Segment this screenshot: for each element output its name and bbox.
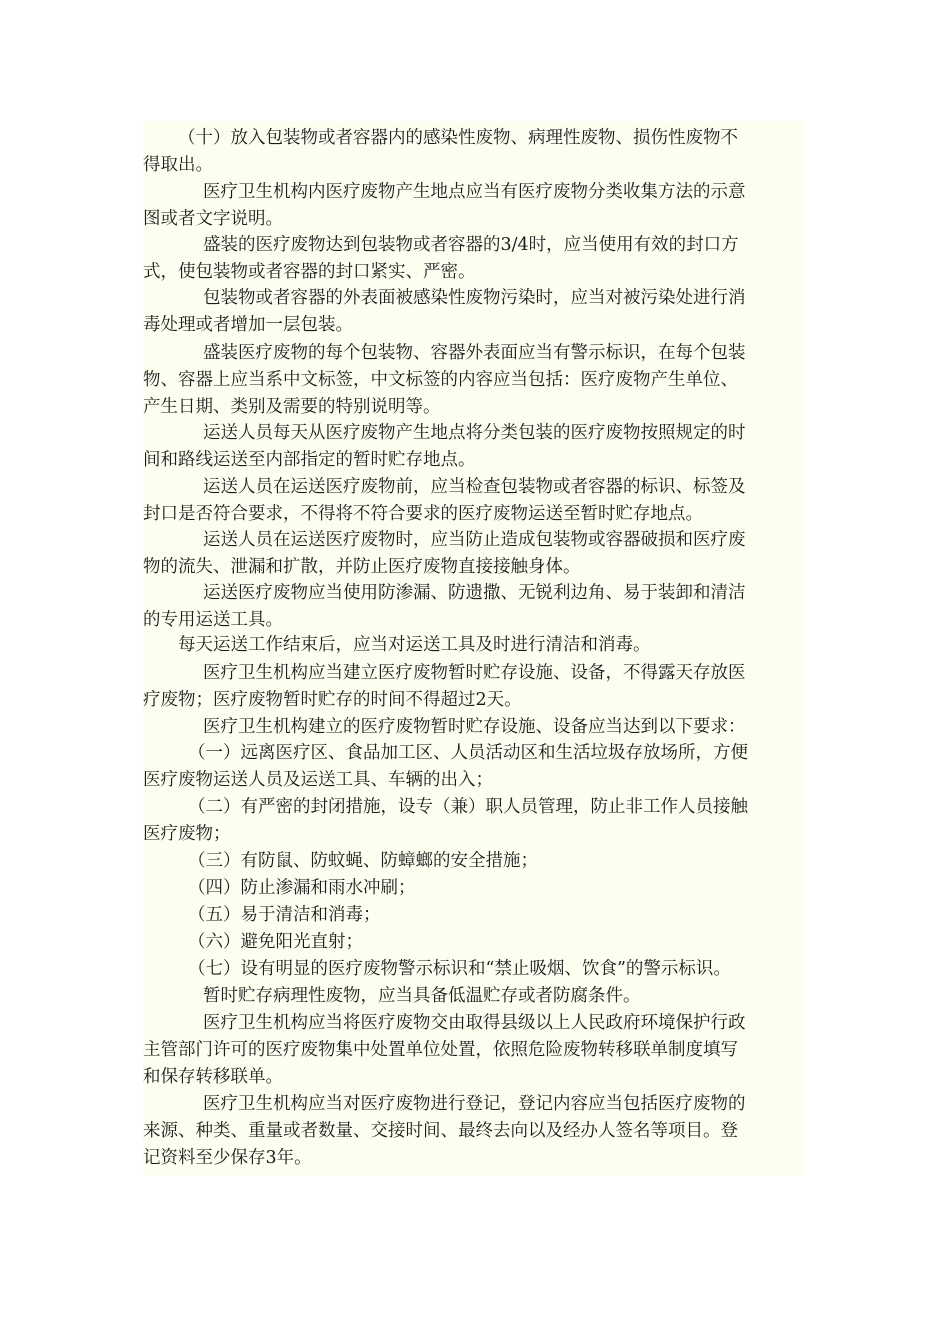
text-line: 疗废物；医疗废物暂时贮存的时间不得超过2天。 (143, 690, 522, 710)
paragraph-pathological-storage (143, 983, 805, 1010)
text-line: 式，使包装物或者容器的封口紧实、严密。 (143, 262, 476, 282)
paragraph-warning-labels (143, 340, 805, 421)
text-line: （七）设有明显的医疗废物警示标识和“禁止吸烟、饮食”的警示标识。 (188, 959, 731, 979)
text-line: （四）防止渗漏和雨水冲刷； (188, 878, 416, 898)
text-line: 医疗卫生机构应当将医疗废物交由取得县级以上人民政府环境保护行政 (203, 1013, 746, 1033)
paragraph-transport-tools (143, 580, 805, 634)
text-line: 主管部门许可的医疗废物集中处置单位处置，依照危险废物转移联单制度填写 (143, 1040, 738, 1060)
text-line: 医疗废物运送人员及运送工具、车辆的出入； (143, 770, 493, 790)
paragraph-requirement-7 (143, 956, 805, 983)
text-line: 每天运送工作结束后，应当对运送工具及时进行清洁和消毒。 (178, 635, 651, 655)
paragraph-centralized-disposal (143, 1010, 805, 1091)
text-line: 运送医疗废物应当使用防渗漏、防遗撒、无锐利边角、易于装卸和清洁 (203, 583, 746, 603)
text-line: 物的流失、泄漏和扩散，并防止医疗废物直接接触身体。 (143, 557, 581, 577)
text-line: （二）有严密的封闭措施，设专（兼）职人员管理，防止非工作人员接触 (188, 797, 748, 817)
text-line: 物、容器上应当系中文标签，中文标签的内容应当包括：医疗废物产生单位、 (143, 370, 738, 390)
paragraph-requirement-2 (143, 794, 805, 848)
paragraph-requirement-6 (143, 929, 805, 956)
paragraph-contaminated-package (143, 285, 805, 339)
text-line: （一）远离医疗区、食品加工区、人员活动区和生活垃圾存放场所，方便 (188, 743, 748, 763)
text-line: 和保存转移联单。 (143, 1067, 283, 1087)
paragraph-temporary-storage (143, 660, 805, 714)
text-line: 间和路线运送至内部指定的暂时贮存地点。 (143, 450, 476, 470)
text-line: （六）避免阳光直射； (188, 932, 363, 952)
text-line: 得取出。 (143, 155, 213, 175)
document-text-block (143, 121, 805, 1176)
text-line: 来源、种类、重量或者数量、交接时间、最终去向以及经办人签名等项目。登 (143, 1121, 738, 1141)
paragraph-requirement-1 (143, 740, 805, 794)
paragraph-registration (143, 1091, 805, 1172)
text-line: 毒处理或者增加一层包装。 (143, 315, 353, 335)
text-line: 产生日期、类别及需要的特别说明等。 (143, 397, 441, 417)
text-line: 医疗卫生机构内医疗废物产生地点应当有医疗废物分类收集方法的示意 (203, 182, 746, 202)
text-line: （五）易于清洁和消毒； (188, 905, 381, 925)
text-line: 运送人员在运送医疗废物时，应当防止造成包装物或容器破损和医疗废 (203, 530, 746, 550)
text-line: 运送人员在运送医疗废物前，应当检查包装物或者容器的标识、标签及 (203, 477, 746, 497)
paragraph-pre-transport-check (143, 474, 805, 528)
paragraph-requirement-5 (143, 902, 805, 929)
text-line: 记资料至少保存3年。 (143, 1148, 312, 1168)
paragraph-tool-disinfection (143, 632, 805, 659)
text-line: 盛装医疗废物的每个包装物、容器外表面应当有警示标识，在每个包装 (203, 343, 746, 363)
paragraph-classification-diagram (143, 179, 805, 233)
text-line: 图或者文字说明。 (143, 209, 283, 229)
text-line: 封口是否符合要求，不得将不符合要求的医疗废物运送至暂时贮存地点。 (143, 504, 703, 524)
paragraph-storage-requirements (143, 714, 805, 741)
text-line: 包装物或者容器的外表面被感染性废物污染时，应当对被污染处进行消 (203, 288, 746, 308)
paragraph-requirement-3 (143, 848, 805, 875)
paragraph-requirement-4 (143, 875, 805, 902)
paragraph-10-no-removal (143, 125, 805, 179)
text-line: 暂时贮存病理性废物，应当具备低温贮存或者防腐条件。 (203, 986, 641, 1006)
paragraph-daily-transport (143, 420, 805, 474)
text-line: 盛装的医疗废物达到包装物或者容器的3/4时，应当使用有效的封口方 (203, 235, 739, 255)
text-line: 的专用运送工具。 (143, 610, 283, 630)
paragraph-three-quarter-seal (143, 232, 805, 286)
text-line: 医疗废物； (143, 824, 231, 844)
text-line: 医疗卫生机构应当对医疗废物进行登记，登记内容应当包括医疗废物的 (203, 1094, 746, 1114)
paragraph-transport-safety (143, 527, 805, 581)
text-line: 医疗卫生机构建立的医疗废物暂时贮存设施、设备应当达到以下要求： (203, 717, 746, 737)
text-line: （十）放入包装物或者容器内的感染性废物、病理性废物、损伤性废物不 (178, 128, 738, 148)
text-line: 运送人员每天从医疗废物产生地点将分类包装的医疗废物按照规定的时 (203, 423, 746, 443)
text-line: 医疗卫生机构应当建立医疗废物暂时贮存设施、设备，不得露天存放医 (203, 663, 746, 683)
text-line: （三）有防鼠、防蚊蝇、防蟑螂的安全措施； (188, 851, 538, 871)
